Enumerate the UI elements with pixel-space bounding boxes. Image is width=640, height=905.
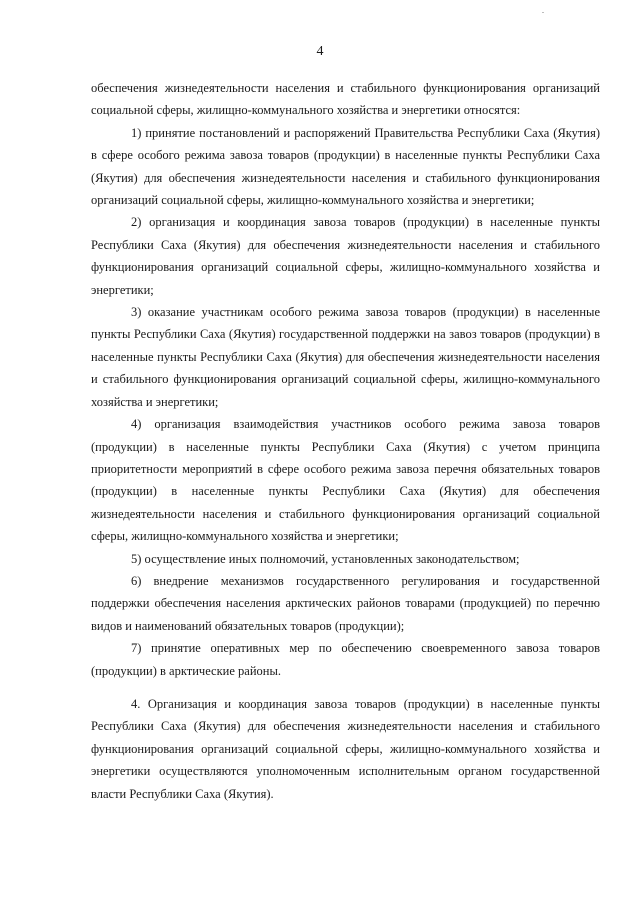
- paragraph-section-4: 4. Организация и координация завоза товаров (продукции) в населенные пункты Республики Саха (Якутия) для обеспечения жизнедеятельности населения и стабильного функционирования организаций социальной сферы, жилищно-коммунального хозяйства и энергетики осуществляются уполномоченным исполнительным органом государственной власти Республики Саха (Якутия).: [91, 696, 600, 801]
- paragraph-item-6: 6) внедрение механизмов государственного регулирования и государственной поддержки обеспечения населения арктических районов товарами (продукцией) по перечню видов и наименований обязательных товаров (продукции);: [91, 573, 600, 633]
- paragraph-item-3: 3) оказание участникам особого режима завоза товаров (продукции) в населенные пункты Республики Саха (Якутия) государственной поддержки на завоз товаров (продукции) в населенные пункты Республики Саха (Якутия) для обеспечения жизнедеятельности населения и стабильного функционирования организаций социальной сферы, жилищно-коммунального хозяйства и энергетики;: [91, 305, 600, 409]
- paragraph-item-1: 1) принятие постановлений и распоряжений Правительства Республики Саха (Якутия) в сфере особого режима завоза товаров (продукции) в населенные пункты Республики Саха (Якутия) для обеспечения жизнедеятельности населения и стабильного функционирования организаций социальной сферы, жилищно-коммунального хозяйства и энергетики;: [91, 125, 600, 208]
- scan-speck: [542, 12, 544, 13]
- paragraph-item-5: 5) осуществление иных полномочий, установленных законодательством;: [131, 551, 520, 566]
- paragraph-item-7: 7) принятие оперативных мер по обеспечению своевременного завоза товаров (продукции) в арктические районы.: [91, 641, 600, 678]
- paragraph-item-2: 2) организация и координация завоза товаров (продукции) в населенные пункты Республики Саха (Якутия) для обеспечения жизнедеятельности населения и стабильного функционирования организаций социальной сферы, жилищно-коммунального хозяйства и энергетики;: [91, 215, 600, 297]
- document-body: [91, 77, 600, 805]
- page-number: 4: [316, 44, 324, 59]
- paragraph-continuation: обеспечения жизнедеятельности населения и стабильного функционирования организаций социальной сферы, жилищно-коммунального хозяйства и энергетики относятся:: [91, 81, 600, 118]
- paragraph-item-4: 4) организация взаимодействия участников особого режима завоза товаров (продукции) в населенные пункты Республики Саха (Якутия) с учетом принципа приоритетности мероприятий в сфере особого режима завоза перечня обязательных товаров (продукции) в населенные пункты Республики Саха (Якутия) для обеспечения жизнедеятельности населения и стабильного функционирования организаций социальной сферы, жилищно-коммунального хозяйства и энергетики;: [91, 417, 600, 544]
